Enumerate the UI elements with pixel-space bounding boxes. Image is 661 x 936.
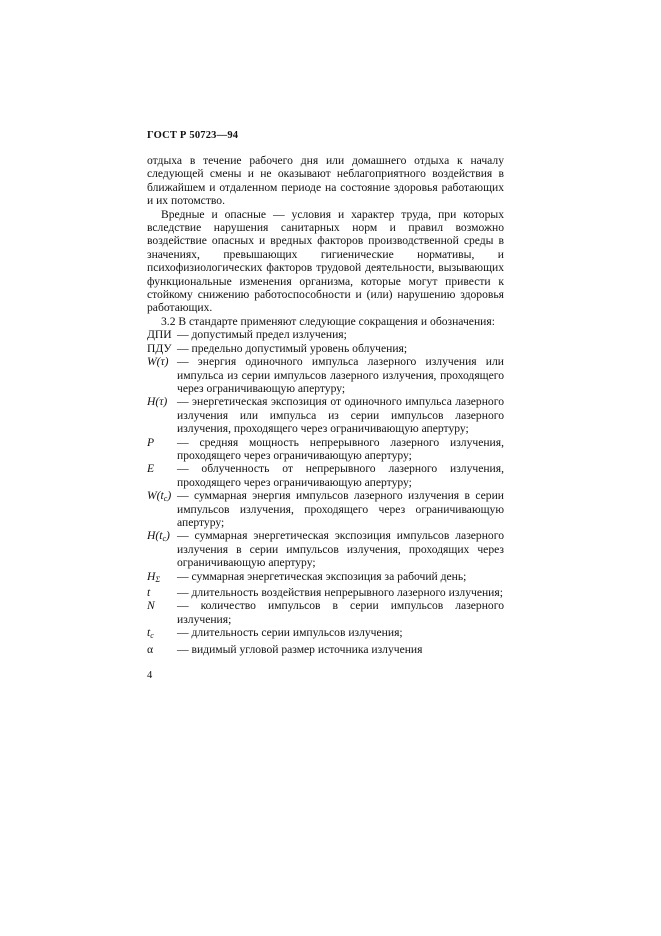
abbreviation-term-main: H(t [147, 529, 163, 543]
abbreviation-term: H(τ) [147, 395, 168, 409]
abbreviation-definition: — видимый угловой размер источника излучения [177, 642, 423, 656]
paragraph-harmful-conditions: Вредные и опасные — условия и характер труда, при которых вследствие нарушения санитарных норм и правил возможно воздействие опасных и вредных факторов производственной среды в значениях, превышающих гигиенические нормативы, и психофизиологических факторов трудовой деятельности, вызывающих функциональные изменения организма, которые могут привести к стойкому снижению работоспособности и (или) нарушению здоровья работающих. [147, 207, 504, 315]
abbreviation-definition: — энергетическая экспозиция от одиночного импульса лазерного излучения или импульса из серии импульсов лазерного излучения, проходящего через ограничивающую апертуру; [177, 395, 504, 436]
abbreviation-term: N [147, 599, 155, 613]
abbreviation-term [147, 489, 177, 505]
abbreviation-definition: — количество импульсов в серии импульсов лазерного излучения; [177, 599, 504, 626]
abbreviation-row [147, 342, 504, 355]
abbreviation-term [147, 626, 177, 642]
abbreviation-row [147, 626, 504, 642]
abbreviation-definition: — суммарная энергетическая экспозиция за рабочий день; [177, 569, 467, 583]
abbreviation-definition: — допустимый предел излучения; [177, 328, 347, 342]
abbreviation-row [147, 436, 504, 463]
abbreviation-term-tail: ) [167, 489, 172, 503]
abbreviation-definition: — суммарная энергия импульсов лазерного излучения в серии импульсов излучения, проходящего через ограничивающую апертуру; [177, 489, 504, 529]
abbreviation-term-main: W(t [147, 489, 164, 503]
abbreviation-row [147, 395, 504, 435]
abbreviation-term-subscript: c [162, 534, 167, 544]
standard-header: ГОСТ Р 50723—94 [147, 130, 239, 141]
abbreviation-definition: — средняя мощность непрерывного лазерного излучения, проходящего через ограничивающую апертуру; [177, 435, 504, 462]
abbreviation-row [147, 529, 504, 569]
abbreviation-term: P [147, 435, 155, 449]
abbreviation-definition: — длительность воздействия непрерывного лазерного излучения; [177, 586, 503, 599]
abbreviation-row [147, 462, 504, 489]
abbreviation-term: α [147, 642, 154, 656]
paragraph-continuation: отдыха в течение рабочего дня или домашнего отдыха к началу следующей смены и не оказывают неблагоприятного воздействия в ближайшем и отдаленном периоде на состояние здоровья работающих и их потомство. [147, 154, 504, 208]
abbreviation-term: ДПИ [147, 328, 172, 342]
abbreviation-term-tail: ) [166, 529, 170, 543]
abbreviation-term-subscript: c [150, 631, 154, 641]
body-text [147, 154, 504, 656]
abbreviation-row [147, 643, 504, 656]
abbreviation-term: ПДУ [147, 341, 172, 355]
abbreviation-term [147, 529, 177, 545]
abbreviation-term: E [147, 462, 155, 476]
abbreviation-row [147, 586, 504, 599]
abbreviation-row [147, 355, 504, 395]
abbreviation-row [147, 328, 504, 341]
page-number: 4 [147, 670, 153, 681]
abbreviation-row [147, 489, 504, 529]
abbreviation-definition: — длительность серии импульсов излучения; [177, 626, 403, 640]
abbreviation-definition: — облученность от непрерывного лазерного излучения, проходящего через ограничивающую апертуру; [177, 462, 504, 489]
abbreviation-term [147, 570, 177, 586]
abbreviation-term-main: t [147, 626, 151, 640]
abbreviation-term-subscript: Σ [155, 574, 161, 584]
abbreviation-definition: — энергия одиночного импульса лазерного излучения или импульса из серии импульсов лазерного излучения, проходящего через ограничивающую апертуру; [177, 355, 504, 395]
abbreviation-definition: — предельно допустимый уровень облучения; [177, 341, 408, 355]
abbreviation-term-main: H [147, 569, 156, 583]
abbreviation-list [147, 328, 504, 656]
abbreviation-term: W(τ) [147, 355, 169, 369]
abbreviation-term: t [147, 586, 151, 599]
abbreviation-definition: — суммарная энергетическая экспозиция импульсов лазерного излучения в серии импульсов излучения, проходящих через ограничивающую апертуру; [177, 529, 504, 570]
abbreviation-term-subscript: c [163, 494, 168, 504]
abbreviation-row [147, 599, 504, 626]
abbreviation-row [147, 570, 504, 586]
paragraph-abbreviations-intro: 3.2 В стандарте применяют следующие сокращения и обозначения: [161, 314, 495, 328]
